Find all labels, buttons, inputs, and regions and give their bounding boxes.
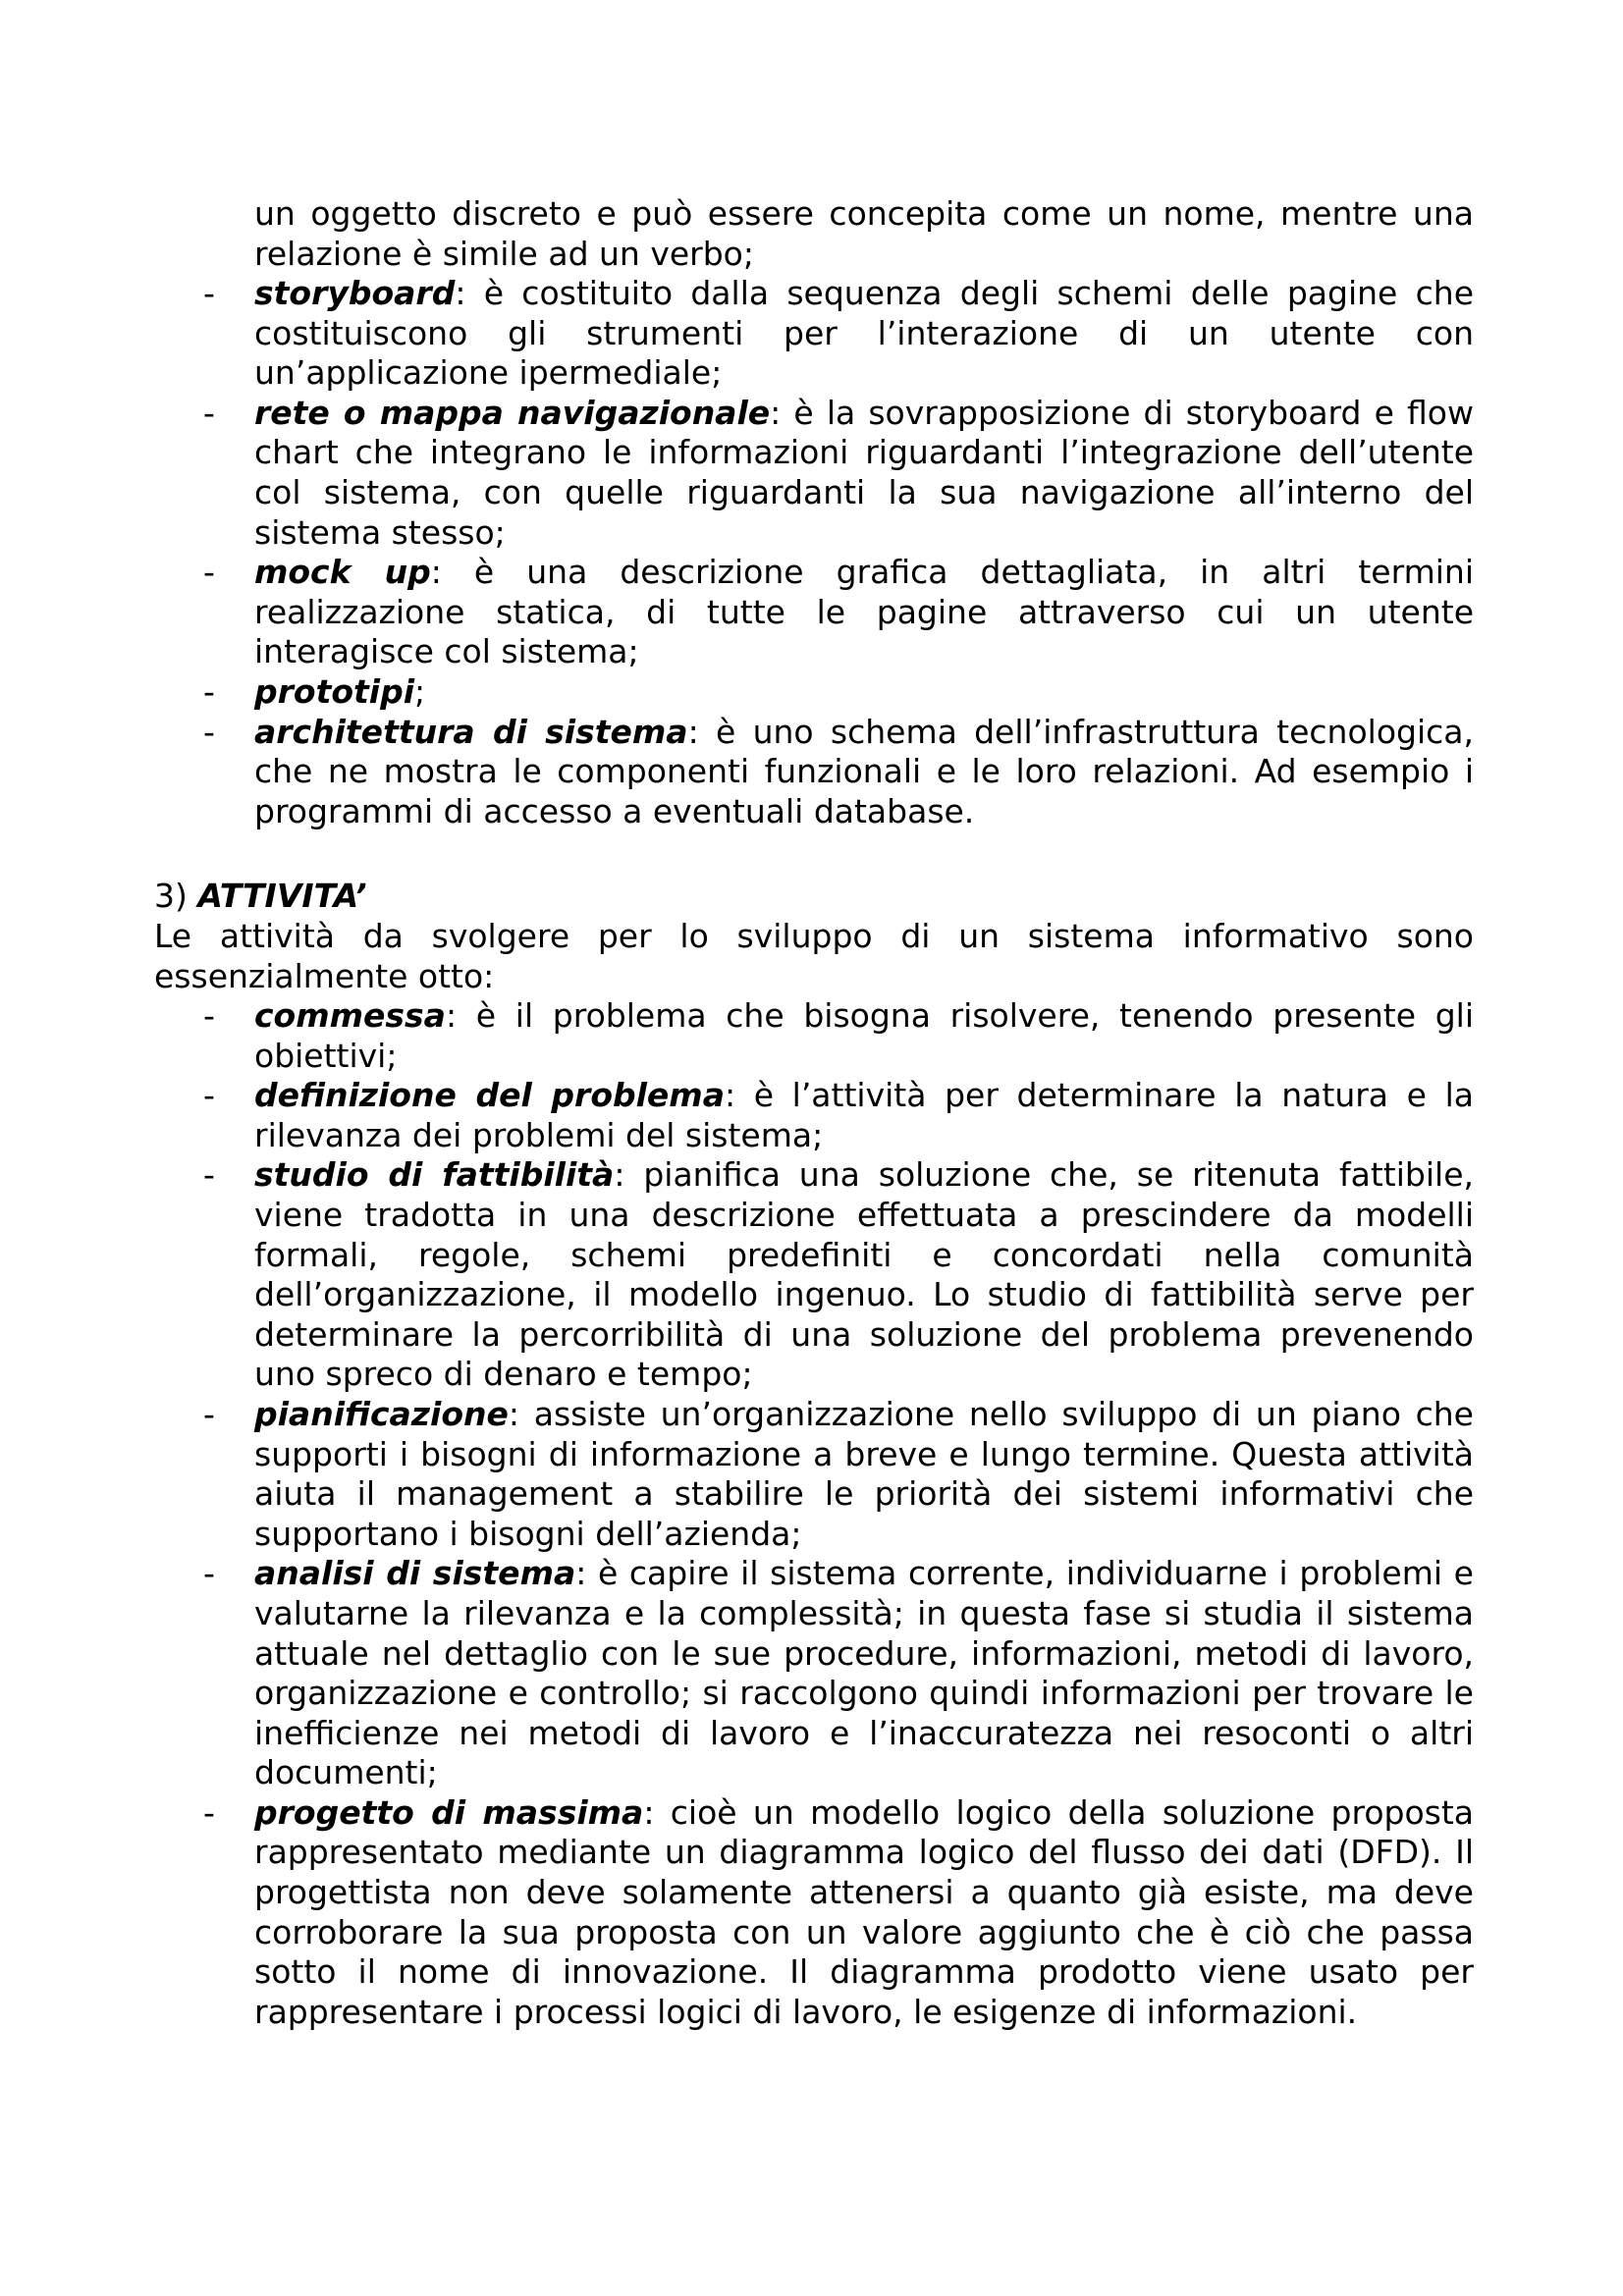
list-dash: - xyxy=(203,1076,215,1115)
section-title: ATTIVITA’ xyxy=(197,877,367,915)
list-dash: - xyxy=(203,996,215,1035)
section-heading xyxy=(154,877,367,917)
list-term: architettura di sistema xyxy=(254,712,688,751)
list-term: pianificazione xyxy=(254,1394,509,1433)
list-dash: - xyxy=(203,274,215,312)
list-item xyxy=(0,1395,1623,1554)
list-dash: - xyxy=(203,1792,215,1832)
list-term: storyboard xyxy=(254,274,456,312)
list-text: : è il problema che bisogna risolvere, tenendo presente gli obiettivi; xyxy=(254,996,1474,1075)
list-text: : pianifica una soluzione che, se ritenuta fattibile, viene tradotta in una descrizione effettuata a prescindere da modelli formali, regole, schemi predefiniti e concordati nella comunità dell’organizzazione, il modello ingenuo. Lo studio di fattibilità serve per determinare la percorribilità di una soluzione del problema prevenendo uno spreco di denaro e tempo; xyxy=(254,1155,1474,1394)
list-item xyxy=(0,274,1623,394)
list-term: commessa xyxy=(254,996,446,1035)
list-text: : assiste un’organizzazione nello sviluppo di un piano che supporti i bisogni di informazione a breve e lungo termine. Questa attività aiuta il management a stabilire le priorità dei sistemi informativi che supportano i bisogni dell’azienda; xyxy=(254,1394,1474,1553)
list-text: : è una descrizione grafica dettagliata, in altri termini realizzazione statica, di tutte le pagine attraverso cui un utente interagisce col sistema; xyxy=(254,553,1474,671)
list-item xyxy=(0,1076,1623,1155)
list-dash: - xyxy=(203,553,215,592)
list-item xyxy=(0,672,1623,713)
deliverables-list xyxy=(0,274,1623,831)
list-dash: - xyxy=(203,712,215,751)
section-number: 3) xyxy=(154,877,188,915)
list-text: : è la sovrapposizione di storyboard e flow chart che integrano le informazioni riguardanti l’integrazione dell’utente col sistema, con quelle riguardanti la sua navigazione all’interno del sistema stesso; xyxy=(254,393,1474,552)
list-item xyxy=(0,553,1623,672)
list-term: prototipi xyxy=(254,671,415,711)
list-item xyxy=(0,1793,1623,2033)
list-term: definizione del problema xyxy=(254,1076,725,1115)
list-text: ; xyxy=(414,671,426,711)
list-item xyxy=(0,1554,1623,1793)
list-item xyxy=(0,1155,1623,1395)
list-text: : cioè un modello logico della soluzione proposta rappresentato mediante un diagramma logico del flusso dei dati (DFD). Il progettista non deve solamente attenersi a quanto già esiste, ma deve corroborare la sua proposta con un valore aggiunto che è ciò che passa sotto il nome di innovazione. Il diagramma prodotto viene usato per rappresentare i processi logici di lavoro, le esigenze di informazioni. xyxy=(254,1792,1475,2031)
list-item xyxy=(0,394,1623,553)
activities-list xyxy=(0,996,1623,2032)
list-dash: - xyxy=(203,393,215,432)
list-dash: - xyxy=(203,671,215,711)
list-term: mock up xyxy=(254,553,431,592)
continuation-paragraph: un oggetto discreto e può essere concepita come un nome, mentre una relazione è simile ad un verbo; xyxy=(254,194,1474,273)
list-item xyxy=(0,996,1623,1076)
list-text: : è capire il sistema corrente, individuarne i problemi e valutarne la rilevanza e la complessità; in questa fase si studia il sistema attuale nel dettaglio con le sue procedure, informazioni, metodi di lavoro, organizzazione e controllo; si raccolgono quindi informazioni per trovare le inefficienze nei metodi di lavoro e l’inaccuratezza nei resoconti o altri documenti; xyxy=(254,1554,1474,1792)
list-text: : è l’attività per determinare la natura e la rilevanza dei problemi del sistema; xyxy=(254,1076,1474,1154)
list-item xyxy=(0,713,1623,832)
list-term: studio di fattibilità xyxy=(254,1155,615,1195)
list-text: : è uno schema dell’infrastruttura tecnologica, che ne mostra le componenti funzionali e le loro relazioni. Ad esempio i programmi di accesso a eventuali database. xyxy=(254,712,1474,830)
list-dash: - xyxy=(203,1155,215,1195)
list-term: rete o mappa navigazionale xyxy=(254,393,771,432)
list-term: progetto di massima xyxy=(254,1792,644,1832)
list-text: : è costituito dalla sequenza degli schemi delle pagine che costituiscono gli strumenti per l’interazione di un utente con un’applicazione ipermediale; xyxy=(254,274,1474,393)
list-dash: - xyxy=(203,1554,215,1593)
list-dash: - xyxy=(203,1394,215,1433)
list-term: analisi di sistema xyxy=(254,1554,576,1593)
section-intro: Le attività da svolgere per lo sviluppo di un sistema informativo sono essenzialmente otto: xyxy=(154,917,1474,995)
